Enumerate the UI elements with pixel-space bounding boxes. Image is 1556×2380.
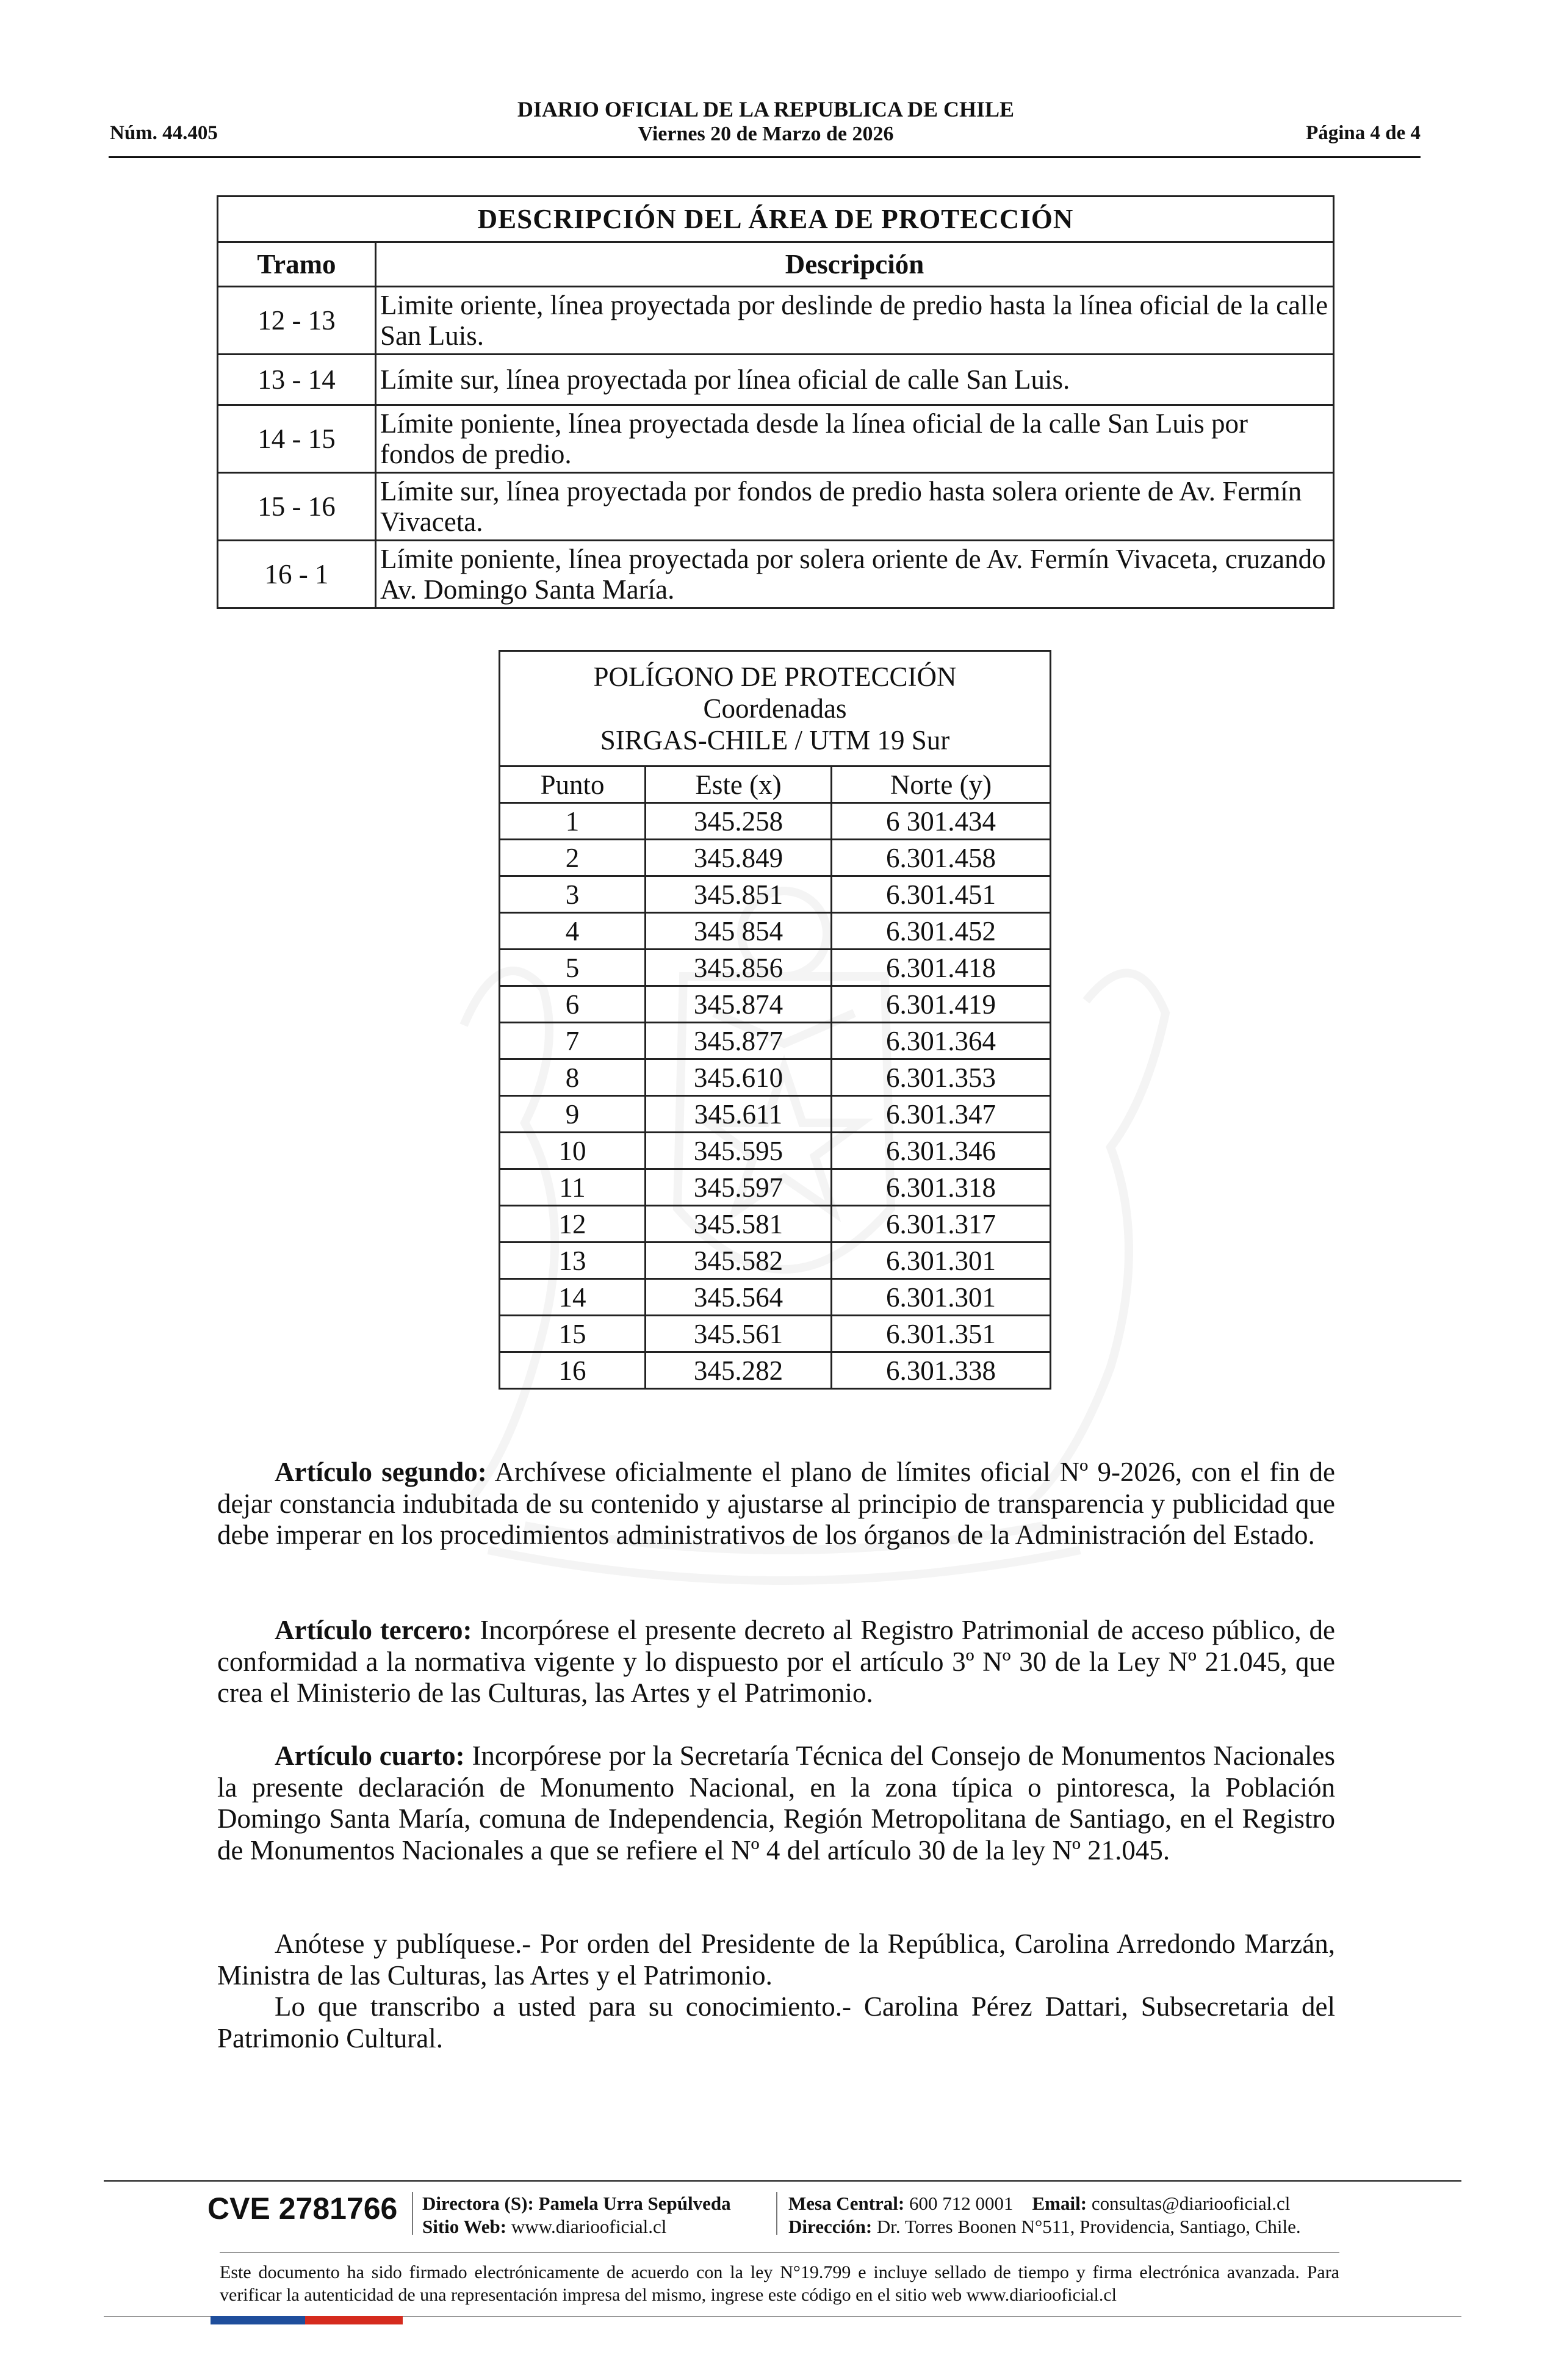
east-coordinate-cell: 345.611 — [646, 1096, 832, 1133]
north-coordinate-cell: 6.301.347 — [832, 1096, 1051, 1133]
east-coordinate-cell: 345.851 — [646, 876, 832, 913]
north-coordinate-cell: 6.301.451 — [832, 876, 1051, 913]
table-row — [218, 541, 1334, 608]
east-coordinate-cell: 345.610 — [646, 1059, 832, 1096]
point-cell: 15 — [500, 1316, 646, 1352]
north-coordinate-cell: 6.301.301 — [832, 1242, 1051, 1279]
table-row — [500, 1279, 1051, 1316]
polygon-title: POLÍGONO DE PROTECCIÓN — [593, 662, 957, 692]
table-row — [500, 1023, 1051, 1059]
email-label: Email: — [1032, 2193, 1087, 2214]
director-name: Directora (S): Pamela Urra Sepúlveda — [422, 2193, 731, 2214]
north-coordinate-cell: 6.301.346 — [832, 1133, 1051, 1169]
table-row — [500, 1059, 1051, 1096]
table-row — [218, 287, 1334, 355]
point-cell: 10 — [500, 1133, 646, 1169]
east-coordinate-cell: 345.581 — [646, 1206, 832, 1242]
cve-code: CVE 2781766 — [207, 2191, 398, 2226]
description-cell: Límite poniente, línea proyectada desde la línea oficial de la calle San Luis por fondos de predio. — [376, 405, 1334, 473]
col-header-tramo: Tramo — [218, 242, 376, 287]
table-row — [500, 876, 1051, 913]
table-row — [500, 950, 1051, 986]
table-row — [218, 473, 1334, 541]
description-cell: Límite poniente, línea proyectada por solera oriente de Av. Fermín Vivaceta, cruzando Av. Domingo Santa María. — [376, 541, 1334, 608]
east-coordinate-cell: 345.595 — [646, 1133, 832, 1169]
east-coordinate-cell: 345.564 — [646, 1279, 832, 1316]
area-table-caption: DESCRIPCIÓN DEL ÁREA DE PROTECCIÓN — [218, 197, 1334, 242]
article-third-label: Artículo tercero: — [275, 1615, 472, 1645]
point-cell: 16 — [500, 1352, 646, 1389]
issue-date: Viernes 20 de Marzo de 2026 — [638, 123, 894, 145]
table-row — [500, 986, 1051, 1023]
phone-number: 600 712 0001 — [904, 2193, 1014, 2214]
north-coordinate-cell: 6.301.338 — [832, 1352, 1051, 1389]
col-header-descripcion: Descripción — [376, 242, 1334, 287]
coordinates-body — [500, 803, 1051, 1389]
point-cell: 7 — [500, 1023, 646, 1059]
point-cell: 11 — [500, 1169, 646, 1206]
point-cell: 2 — [500, 840, 646, 876]
east-coordinate-cell: 345.258 — [646, 803, 832, 840]
address-text: Dr. Torres Boonen N°511, Providencia, Santiago, Chile. — [872, 2216, 1301, 2237]
tramo-cell: 16 - 1 — [218, 541, 376, 608]
table-row — [500, 1096, 1051, 1133]
point-cell: 5 — [500, 950, 646, 986]
table-row — [500, 1352, 1051, 1389]
east-coordinate-cell: 345.282 — [646, 1352, 832, 1389]
north-coordinate-cell: 6.301.351 — [832, 1316, 1051, 1352]
table-row — [218, 355, 1334, 405]
footer-director-block — [422, 2192, 731, 2238]
description-cell: Límite sur, línea proyectada por línea oficial de calle San Luis. — [376, 355, 1334, 405]
point-cell: 12 — [500, 1206, 646, 1242]
point-cell: 14 — [500, 1279, 646, 1316]
table-row — [500, 913, 1051, 950]
north-coordinate-cell: 6.301.317 — [832, 1206, 1051, 1242]
point-cell: 13 — [500, 1242, 646, 1279]
north-coordinate-cell: 6.301.419 — [832, 986, 1051, 1023]
article-second — [217, 1457, 1335, 1551]
point-cell: 1 — [500, 803, 646, 840]
north-coordinate-cell: 6.301.301 — [832, 1279, 1051, 1316]
description-cell: Limite oriente, línea proyectada por deslinde de predio hasta la línea oficial de la calle San Luis. — [376, 287, 1334, 355]
newspaper-title: DIARIO OFICIAL DE LA REPUBLICA DE CHILE — [517, 97, 1015, 121]
north-coordinate-cell: 6.301.458 — [832, 840, 1051, 876]
polygon-table-heading — [500, 651, 1051, 766]
website-link[interactable]: www.diariooficial.cl — [506, 2216, 667, 2237]
closing-order: Anótese y publíquese.- Por orden del Presidente de la República, Carolina Arredondo Marzán, Ministra de las Culturas, las Artes y el Patrimonio. — [217, 1928, 1335, 1991]
website-label: Sitio Web: — [422, 2216, 507, 2237]
flag-stripe-red — [305, 2316, 403, 2324]
east-coordinate-cell: 345 854 — [646, 913, 832, 950]
table-row — [500, 803, 1051, 840]
tramo-cell: 15 - 16 — [218, 473, 376, 541]
point-cell: 3 — [500, 876, 646, 913]
article-third-text: Incorpórese el presente decreto al Registro Patrimonial de acceso público, de conformidad a la normativa vigente y lo dispuesto por el artículo 3º Nº 30 de la Ley Nº 21.045, que crea el Ministerio de las Culturas, las Artes y el Patrimonio. — [217, 1615, 1335, 1708]
east-coordinate-cell: 345.849 — [646, 840, 832, 876]
col-header-este: Este (x) — [646, 766, 832, 803]
signature-notice: Este documento ha sido firmado electrónicamente de acuerdo con la ley N°19.799 e incluye sellado de tiempo y firma electrónica avanzada. Para verificar la autenticidad de una representación impresa del mismo, ingrese este código en el sitio web www.diariooficial.cl — [220, 2262, 1339, 2305]
table-row — [500, 1133, 1051, 1169]
footer-divider — [104, 2180, 1461, 2182]
article-second-text: Archívese oficialmente el plano de límites oficial Nº 9-2026, con el fin de dejar constancia indubitada de su contenido y ajustarse al principio de transparencia y publicidad que debe imperar en los procedimientos administrativos de los órganos de la Administración del Estado. — [217, 1457, 1336, 1550]
north-coordinate-cell: 6 301.434 — [832, 803, 1051, 840]
closing-transcription: Lo que transcribo a usted para su conocimiento.- Carolina Pérez Dattari, Subsecretaria del Patrimonio Cultural. — [217, 1991, 1335, 2054]
tramo-cell: 12 - 13 — [218, 287, 376, 355]
north-coordinate-cell: 6.301.364 — [832, 1023, 1051, 1059]
tramo-cell: 14 - 15 — [218, 405, 376, 473]
page-indicator: Página 4 de 4 — [1306, 122, 1421, 144]
area-description-table — [217, 195, 1334, 609]
north-coordinate-cell: 6.301.318 — [832, 1169, 1051, 1206]
table-row — [218, 405, 1334, 473]
email-link[interactable]: consultas@diariooficial.cl — [1087, 2193, 1291, 2214]
table-row — [500, 1206, 1051, 1242]
north-coordinate-cell: 6.301.418 — [832, 950, 1051, 986]
east-coordinate-cell: 345.877 — [646, 1023, 832, 1059]
polygon-datum: SIRGAS-CHILE / UTM 19 Sur — [600, 725, 950, 755]
polygon-coordinates-table — [499, 650, 1051, 1390]
east-coordinate-cell: 345.582 — [646, 1242, 832, 1279]
east-coordinate-cell: 345.597 — [646, 1169, 832, 1206]
north-coordinate-cell: 6.301.452 — [832, 913, 1051, 950]
east-coordinate-cell: 345.561 — [646, 1316, 832, 1352]
col-header-norte: Norte (y) — [832, 766, 1051, 803]
east-coordinate-cell: 345.874 — [646, 986, 832, 1023]
article-third — [217, 1615, 1335, 1709]
address-label: Dirección: — [788, 2216, 873, 2237]
issue-number: Núm. 44.405 — [110, 122, 218, 144]
point-cell: 6 — [500, 986, 646, 1023]
article-fourth-label: Artículo cuarto: — [275, 1740, 465, 1771]
footer-separator — [776, 2192, 777, 2235]
point-cell: 8 — [500, 1059, 646, 1096]
polygon-subtitle: Coordenadas — [703, 693, 847, 724]
footer-contact-block — [788, 2192, 1301, 2238]
north-coordinate-cell: 6.301.353 — [832, 1059, 1051, 1096]
table-row — [500, 1169, 1051, 1206]
footer-separator — [412, 2192, 413, 2235]
article-second-label: Artículo segundo: — [275, 1457, 487, 1487]
table-row — [500, 1242, 1051, 1279]
tramo-cell: 13 - 14 — [218, 355, 376, 405]
article-fourth-text: Incorpórese por la Secretaría Técnica del Consejo de Monumentos Nacionales la presente declaración de Monumento Nacional, en la zona típica o pintoresca, la Población Domingo Santa María, comuna de Independencia, Región Metropolitana de Santiago, en el Registro de Monumentos Nacionales a que se refiere el Nº 4 del artículo 30 de la ley Nº 21.045. — [217, 1740, 1335, 1866]
point-cell: 4 — [500, 913, 646, 950]
footer-divider-inner — [220, 2252, 1339, 2253]
description-cell: Límite sur, línea proyectada por fondos de predio hasta solera oriente de Av. Fermín Vivaceta. — [376, 473, 1334, 541]
point-cell: 9 — [500, 1096, 646, 1133]
header-divider — [109, 156, 1421, 158]
col-header-punto: Punto — [500, 766, 646, 803]
flag-stripe-blue — [211, 2316, 305, 2324]
table-row — [500, 840, 1051, 876]
phone-label: Mesa Central: — [788, 2193, 905, 2214]
east-coordinate-cell: 345.856 — [646, 950, 832, 986]
article-fourth — [217, 1740, 1335, 1866]
table-row — [500, 1316, 1051, 1352]
